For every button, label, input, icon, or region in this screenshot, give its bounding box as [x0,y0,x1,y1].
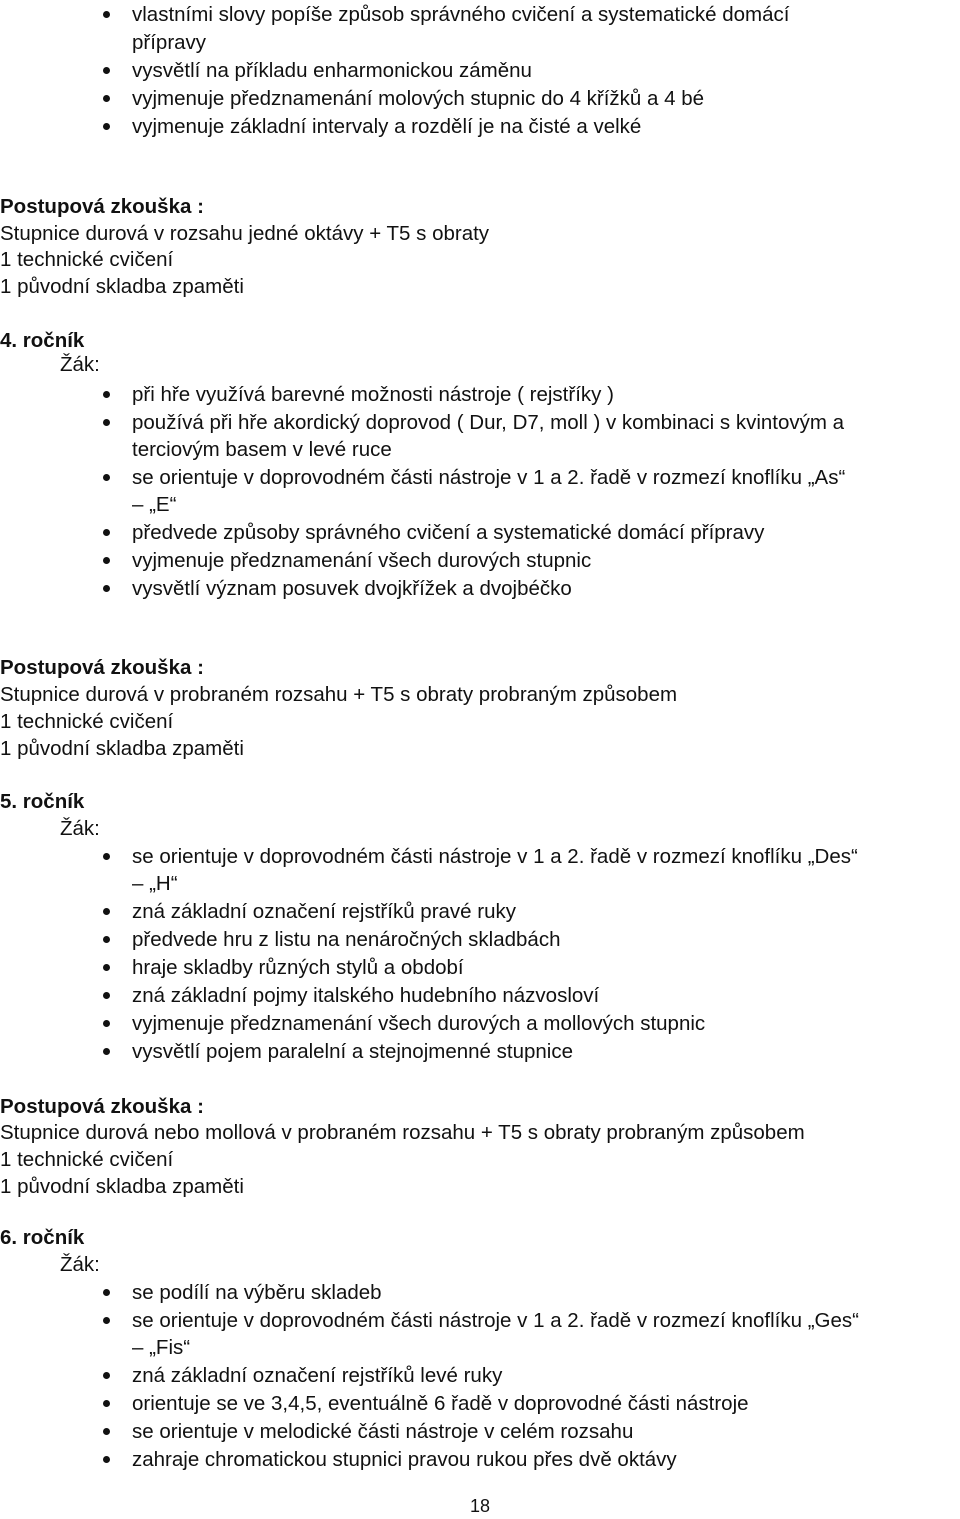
student-label: Žák: [60,353,100,376]
exam-line: 1 technické cvičení [0,1148,174,1171]
grade-title: 4. ročník [0,329,85,352]
list-item: předvede hru z listu na nenáročných skladbách [132,926,561,954]
exam-line: Stupnice durová v probraném rozsahu + T5 s obraty probraným způsobem [0,683,678,706]
list-item: používá při hře akordický doprovod ( Dur, D7, moll ) v kombinaci s kvintovým a [132,409,844,437]
exam-line: 1 původní skladba zpaměti [0,737,244,760]
list-item: zná základní označení rejstříků levé ruky [132,1362,502,1390]
list-item: zahraje chromatickou stupnici pravou rukou přes dvě oktávy [132,1446,677,1474]
exam-line: 1 technické cvičení [0,710,174,733]
page-number: 18 [469,1496,491,1516]
grade-title: 5. ročník [0,790,85,813]
list-item: vyjmenuje předznamenání všech durových a mollových stupnic [132,1010,705,1038]
exam-line: Stupnice durová nebo mollová v probraném rozsahu + T5 s obraty probraným způsobem [0,1121,805,1144]
exam-heading: Postupová zkouška : [0,656,204,679]
list-item: hraje skladby různých stylů a období [132,954,464,982]
list-item: vyjmenuje základní intervaly a rozdělí je na čisté a velké [132,113,641,141]
exam-heading: Postupová zkouška : [0,1095,204,1118]
list-item: předvede způsoby správného cvičení a systematické domácí přípravy [132,519,764,547]
list-item-continuation: – „E“ [132,493,177,516]
list-item-continuation: – „Fis“ [132,1336,191,1359]
list-item: při hře využívá barevné možnosti nástroje ( rejstříky ) [132,381,614,409]
list-item: orientuje se ve 3,4,5, eventuálně 6 řadě v doprovodné části nástroje [132,1390,749,1418]
list-item: vysvětlí na příkladu enharmonickou záměnu [132,57,532,85]
student-label: Žák: [60,1253,100,1276]
exam-line: 1 technické cvičení [0,248,174,271]
list-item-continuation: přípravy [132,31,207,54]
exam-line: 1 původní skladba zpaměti [0,1175,244,1198]
exam-heading: Postupová zkouška : [0,195,204,218]
list-item: se podílí na výběru skladeb [132,1279,382,1307]
list-item: zná základní označení rejstříků pravé ruky [132,898,516,926]
list-item: vyjmenuje předznamenání všech durových stupnic [132,547,591,575]
list-item: vysvětlí pojem paralelní a stejnojmenné stupnice [132,1038,573,1066]
list-item: se orientuje v melodické části nástroje v celém rozsahu [132,1418,633,1446]
list-item-continuation: – „H“ [132,872,178,895]
student-label: Žák: [60,817,100,840]
list-item: vlastními slovy popíše způsob správného cvičení a systematické domácí [132,1,789,29]
list-item: vysvětlí význam posuvek dvojkřížek a dvojbéčko [132,575,572,603]
grade-title: 6. ročník [0,1226,85,1249]
exam-line: Stupnice durová v rozsahu jedné oktávy + T5 s obraty [0,222,490,245]
list-item: se orientuje v doprovodném části nástroje v 1 a 2. řadě v rozmezí knoflíku „Des“ [132,843,858,871]
list-item: zná základní pojmy italského hudebního názvosloví [132,982,599,1010]
list-item-continuation: terciovým basem v levé ruce [132,438,392,461]
list-item: se orientuje v doprovodném části nástroje v 1 a 2. řadě v rozmezí knoflíku „As“ [132,464,845,492]
list-item: vyjmenuje předznamenání molových stupnic do 4 křížků a 4 bé [132,85,704,113]
exam-line: 1 původní skladba zpaměti [0,275,244,298]
list-item: se orientuje v doprovodném části nástroje v 1 a 2. řadě v rozmezí knoflíku „Ges“ [132,1307,859,1335]
